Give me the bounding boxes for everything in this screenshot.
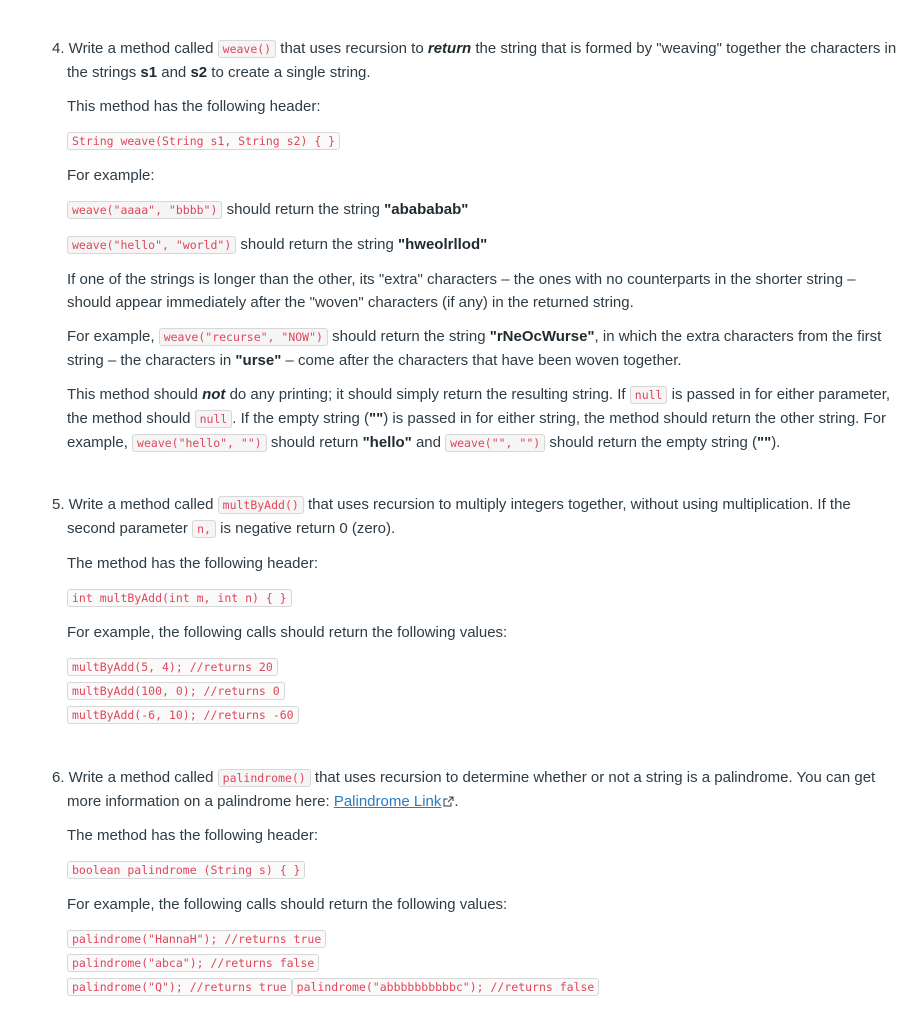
code-example: palindrome("Q"); //returns true	[67, 978, 292, 996]
q4-text: the string that is formed by "weaving" together the characters in	[471, 40, 897, 57]
q5-text: that uses recursion to multiply integers together, without using multiplication. If the	[303, 496, 851, 513]
bold-s2: s2	[190, 64, 208, 81]
code-example: multByAdd(100, 0); //returns 0	[67, 682, 285, 700]
q5-text: is negative return 0 (zero).	[215, 520, 396, 537]
q5-text: 5. Write a method called	[52, 496, 218, 513]
bold-result: "hello"	[362, 434, 412, 451]
question-6	[52, 766, 902, 999]
q6-text: 6. Write a method called	[52, 769, 218, 786]
q4-header-code: String weave(String s1, String s2) { }	[67, 132, 340, 150]
q4-text: and	[411, 434, 446, 451]
inline-code-weave: weave()	[218, 40, 276, 58]
q4-text: is passed in for either parameter,	[667, 386, 891, 403]
emphasis-return: return	[427, 40, 472, 57]
bold-result: "abababab"	[384, 201, 469, 218]
q4-text: should return the string	[327, 328, 490, 345]
q4-text: should return the string	[222, 201, 385, 218]
emphasis-not: not	[202, 386, 226, 403]
code-example: palindrome("abbbbbbbbbbc"); //returns false	[292, 978, 600, 996]
q4-example-1	[52, 198, 902, 222]
inline-code-example: weave("recurse", "NOW")	[159, 328, 328, 346]
bold-result: "hweolrllod"	[398, 236, 488, 253]
bold-result: "rNeOcWurse"	[489, 328, 595, 345]
q4-example-2	[52, 233, 902, 257]
bold-empty-string: ""	[756, 434, 772, 451]
q4-text: . If the empty string (	[232, 410, 370, 427]
q6-header-intro: The method has the following header:	[67, 827, 318, 844]
external-link-icon[interactable]	[443, 791, 454, 802]
inline-code-n: n,	[192, 520, 216, 538]
q5-header-intro: The method has the following header:	[67, 555, 318, 572]
q4-text: the method should	[67, 410, 195, 427]
q4-text: If one of the strings is longer than the other, its "extra" characters – the ones with no counterparts in the shorter string –	[67, 271, 856, 288]
q5-examples-intro: For example, the following calls should return the following values:	[67, 624, 508, 641]
q5-line-2	[52, 517, 902, 541]
q4-text: should return the empty string (	[545, 434, 757, 451]
q5-line-1	[52, 493, 902, 517]
q4-text: string – the characters in	[67, 352, 236, 369]
code-example: multByAdd(-6, 10); //returns -60	[67, 706, 299, 724]
inline-code-example: weave("hello", "")	[132, 434, 267, 452]
bold-urse: "urse"	[235, 352, 282, 369]
q4-text: should return	[266, 434, 363, 451]
q4-text: 4. Write a method called	[52, 40, 218, 57]
code-example: palindrome("HannaH"); //returns true	[67, 930, 326, 948]
question-5	[52, 493, 902, 727]
q4-line-2	[52, 61, 902, 84]
q4-text: do any printing; it should simply return the resulting string. If	[225, 386, 630, 403]
q6-line-1	[52, 766, 902, 790]
bold-empty-string: ""	[369, 410, 384, 427]
q6-header-code: boolean palindrome (String s) { }	[67, 861, 305, 879]
q4-print-paragraph	[52, 383, 902, 455]
inline-code-example: weave("aaaa", "bbbb")	[67, 201, 222, 219]
q4-line-1	[52, 37, 902, 61]
q4-text: the strings	[67, 64, 141, 81]
q4-text: should return the string	[236, 236, 399, 253]
q4-text: should appear immediately after the "woven" characters (if any) in the returned string.	[67, 294, 634, 311]
q6-header-code-line	[52, 858, 902, 882]
q4-longer-paragraph	[52, 268, 902, 314]
q6-examples-intro: For example, the following calls should return the following values:	[67, 896, 508, 913]
q4-text: This method should	[67, 386, 203, 403]
q4-for-example: For example:	[67, 167, 155, 184]
q6-text: that uses recursion to determine whether or not a string is a palindrome. You can get	[310, 769, 876, 786]
q4-text: For example,	[67, 328, 159, 345]
inline-code-null: null	[630, 386, 668, 404]
q4-header-code-line	[52, 129, 902, 153]
question-4	[52, 37, 902, 455]
q5-header-code-line	[52, 586, 902, 610]
q4-text: that uses recursion to	[276, 40, 428, 57]
q4-text: and	[157, 64, 191, 81]
inline-code-null: null	[195, 410, 233, 428]
q4-example-paragraph	[52, 325, 902, 372]
code-example: palindrome("abca"); //returns false	[67, 954, 319, 972]
q4-text: ) is passed in for either string, the method should return the other string. For	[383, 410, 886, 427]
q5-examples	[52, 655, 902, 727]
inline-code-palindrome: palindrome()	[218, 769, 311, 787]
q6-text: .	[454, 793, 459, 810]
q4-text: to create a single string.	[207, 64, 371, 81]
q6-line-2	[52, 790, 902, 813]
inline-code-example: weave("hello", "world")	[67, 236, 236, 254]
q4-text: – come after the characters that have been woven together.	[281, 352, 682, 369]
inline-code-example: weave("", "")	[445, 434, 545, 452]
q4-text: example,	[67, 434, 133, 451]
bold-s1: s1	[140, 64, 158, 81]
code-example: multByAdd(5, 4); //returns 20	[67, 658, 278, 676]
q5-header-code: int multByAdd(int m, int n) { }	[67, 589, 292, 607]
q4-text: , in which the extra characters from the first	[594, 328, 882, 345]
q6-examples	[52, 927, 902, 999]
q4-header-intro: This method has the following header:	[67, 98, 321, 115]
q4-text: ).	[771, 434, 781, 451]
q5-text: second parameter	[67, 520, 193, 537]
q6-text: more information on a palindrome here:	[67, 793, 334, 810]
inline-code-multbyadd: multByAdd()	[218, 496, 304, 514]
palindrome-link[interactable]: Palindrome Link	[333, 793, 442, 810]
